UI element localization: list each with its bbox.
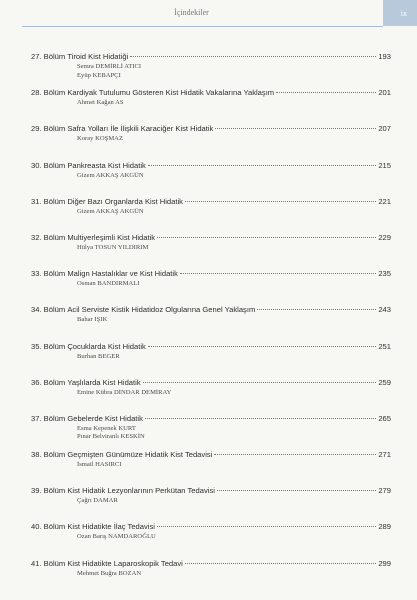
toc-entry-line [31, 450, 391, 460]
toc-entry-chapter: 41. Bölüm [31, 558, 66, 568]
toc-entry-page: 251 [378, 341, 391, 351]
toc-entry[interactable] [0, 233, 417, 269]
toc-entry-chapter: 36. Bölüm [31, 377, 66, 387]
toc-entry-chapter: 27. Bölüm [31, 52, 66, 61]
toc-entry-authors [77, 63, 141, 80]
toc-entry-title: Diğer Bazı Organlarda Kist Hidatik [67, 196, 183, 206]
toc-entry[interactable] [0, 305, 417, 341]
dot-leader [143, 382, 377, 383]
page-number-tab [383, 0, 417, 26]
toc-entry-page: 289 [378, 522, 391, 532]
table-of-contents [0, 52, 417, 595]
author: Pınar Belviranlı KESKİN [77, 433, 145, 441]
author: Hülya TOSUN YILDIRIM [77, 243, 149, 251]
toc-entry-chapter: 31. Bölüm [31, 196, 66, 206]
toc-entry-chapter: 40. Bölüm [31, 522, 66, 532]
dot-leader [148, 165, 376, 166]
toc-entry-title: Gebelerde Kist Hidatik [67, 413, 143, 423]
author: Koray KOŞMAZ [77, 135, 123, 143]
toc-entry-authors [77, 425, 145, 442]
toc-entry-line [31, 88, 391, 98]
toc-entry-chapter: 34. Bölüm [31, 305, 66, 315]
toc-entry-chapter: 39. Bölüm [31, 486, 66, 496]
toc-entry[interactable] [0, 88, 417, 124]
toc-entry-chapter: 29. Bölüm [31, 124, 66, 134]
toc-entry-page: 279 [378, 486, 391, 496]
page-number: ix [400, 9, 407, 18]
toc-entry-page: 201 [378, 88, 391, 98]
page-header [0, 0, 417, 28]
toc-entry-page: 265 [378, 413, 391, 423]
toc-entry-title: Multiyerleşimli Kist Hidatik [67, 232, 156, 242]
toc-entry-line [31, 197, 391, 207]
toc-entry-authors [77, 497, 118, 506]
dot-leader [185, 563, 376, 564]
dot-leader [215, 128, 376, 129]
toc-entry-chapter: 28. Bölüm [31, 88, 66, 98]
author: Gizem AKKAŞ AKGÜN [77, 171, 144, 179]
toc-entry-line [31, 305, 391, 315]
toc-entry-line [31, 52, 391, 62]
toc-entry-chapter: 32. Bölüm [31, 232, 66, 242]
toc-entry-chapter: 38. Bölüm [31, 450, 66, 460]
toc-entry[interactable] [0, 414, 417, 450]
toc-entry-page: 299 [378, 558, 391, 568]
toc-entry-title: Acil Serviste Kistik Hidatidoz Olgularına Genel Yaklaşım [67, 305, 256, 315]
toc-entry-authors [77, 389, 171, 398]
toc-entry-page: 221 [378, 196, 391, 206]
toc-entry-chapter: 35. Bölüm [31, 341, 66, 351]
toc-entry[interactable] [0, 124, 417, 160]
toc-entry-page: 229 [378, 232, 391, 242]
toc-entry-title: Kist Hidatikte Laparoskopik Tedavi [67, 558, 183, 568]
toc-entry[interactable] [0, 269, 417, 305]
header-rule [22, 26, 383, 27]
toc-entry[interactable] [0, 342, 417, 378]
toc-entry-authors [77, 353, 120, 362]
toc-entry-authors [77, 461, 122, 470]
toc-entry-line [31, 269, 391, 279]
author: Semra DEMİRLİ ATICI [77, 63, 142, 70]
toc-entry-page: 193 [378, 52, 391, 61]
toc-entry-line [31, 161, 391, 171]
toc-entry[interactable] [0, 197, 417, 233]
toc-entry-line [31, 233, 391, 243]
dot-leader [217, 490, 376, 491]
toc-entry-authors [77, 244, 148, 253]
dot-leader [157, 237, 376, 238]
toc-entry-title: Geçmişten Günümüze Hidatik Kist Tedavisi [67, 450, 213, 460]
dot-leader [130, 56, 376, 57]
toc-entry-page: 215 [378, 160, 391, 170]
toc-entry-chapter: 33. Bölüm [31, 269, 66, 279]
toc-entry-page: 235 [378, 269, 391, 279]
toc-entry[interactable] [0, 161, 417, 197]
toc-entry-line [31, 414, 391, 424]
toc-entry-line [31, 124, 391, 134]
toc-entry[interactable] [0, 450, 417, 486]
dot-leader [157, 526, 376, 527]
toc-entry-title: Malign Hastalıklar ve Kist Hidatik [67, 269, 178, 279]
author: Osman BANDIRMALI [77, 280, 140, 288]
toc-entry-page: 243 [378, 305, 391, 315]
author: Gizem AKKAŞ AKGÜN [77, 207, 144, 215]
toc-entry-title: Pankreasta Kist Hidatik [67, 160, 146, 170]
toc-entry-chapter: 37. Bölüm [31, 413, 66, 423]
toc-entry[interactable] [0, 486, 417, 522]
toc-entry-line [31, 522, 391, 532]
author: Emine Kübra DİNDAR DEMİRAY [77, 388, 172, 396]
toc-entry-line [31, 559, 391, 569]
toc-entry-authors [77, 99, 124, 108]
author: Mehmet Buğra BOZAN [77, 569, 142, 577]
toc-entry-page: 207 [378, 124, 391, 134]
author: Çağrı DAMAR [77, 497, 118, 505]
author: Burhan BEGER [77, 352, 120, 360]
author: Ahmet Kağan AS [77, 99, 124, 107]
toc-entry-authors [77, 208, 144, 217]
toc-entry-title: Tiroid Kist Hidatiği [67, 52, 129, 61]
toc-entry-authors [77, 316, 107, 325]
toc-entry-line [31, 378, 391, 388]
toc-entry-title: Kist Hidatik Lezyonlarının Perkütan Tedavisi [67, 486, 215, 496]
dot-leader [145, 418, 376, 419]
author: Esma Kepenek KURT [77, 424, 136, 432]
toc-entry[interactable] [0, 522, 417, 558]
toc-entry-title: Yaşlılarda Kist Hidatik [67, 377, 141, 387]
dot-leader [148, 346, 377, 347]
toc-entry-authors [77, 172, 144, 181]
author: İsmail HASIRCI [77, 461, 122, 469]
author: Eyüp KEBAPÇI [77, 71, 121, 79]
author: Bahar IŞIK [77, 316, 108, 324]
toc-entry-line [31, 486, 391, 496]
toc-entry[interactable] [0, 52, 417, 88]
toc-entry-page: 259 [378, 377, 391, 387]
toc-entry-authors [77, 135, 123, 144]
toc-entry-chapter: 30. Bölüm [31, 160, 66, 170]
header-title: İçindekiler [174, 8, 209, 17]
toc-entry-authors [77, 570, 141, 579]
toc-entry-page: 271 [378, 450, 391, 460]
toc-entry-authors [77, 533, 156, 542]
toc-entry[interactable] [0, 378, 417, 414]
toc-entry-line [31, 342, 391, 352]
dot-leader [180, 273, 376, 274]
toc-entry-title: Kardiyak Tutulumu Gösteren Kist Hidatik Vakalarına Yaklaşım [67, 88, 275, 98]
dot-leader [257, 309, 376, 310]
toc-entry-title: Kist Hidatikte İlaç Tedavisi [67, 522, 155, 532]
toc-entry-title: Safra Yolları İle İlişkili Karaciğer Kist Hidatik [67, 124, 214, 134]
dot-leader [214, 454, 376, 455]
dot-leader [185, 201, 376, 202]
toc-entry-authors [77, 280, 139, 289]
toc-entry-title: Çocuklarda Kist Hidatik [67, 341, 146, 351]
dot-leader [276, 92, 376, 93]
author: Ozan Barış NAMDAROĞLU [77, 533, 156, 541]
toc-entry[interactable] [0, 559, 417, 595]
